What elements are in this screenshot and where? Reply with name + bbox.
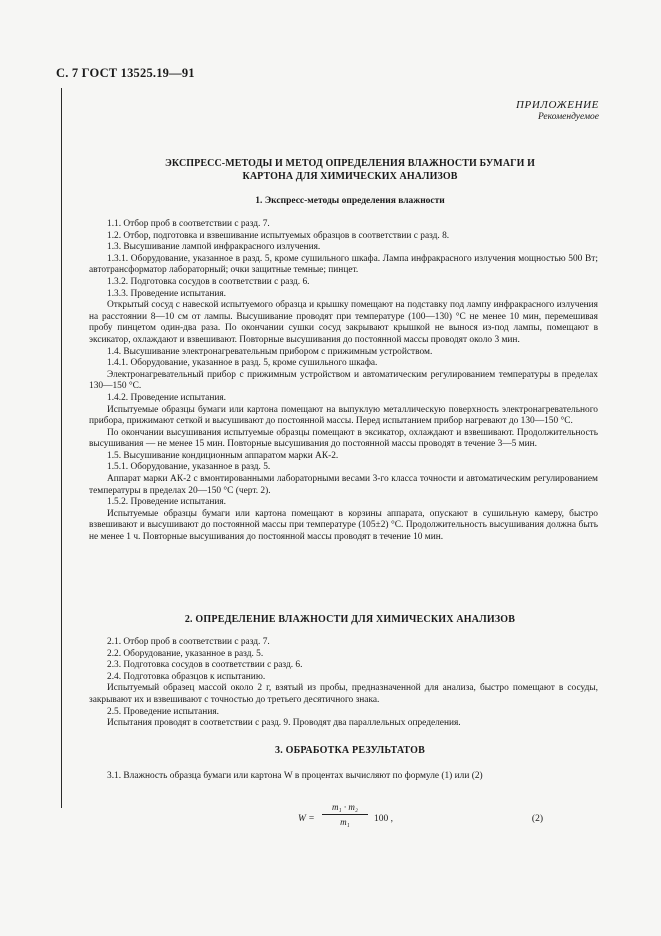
paragraph: 3.1. Влажность образца бумаги или картона W в процентах вычисляют по формуле (1) или (2)	[107, 771, 483, 781]
paragraph: 1.4. Высушивание электронагревательным прибором с прижимным устройством.	[107, 346, 433, 357]
formula-numerator: m₁ · m₂	[331, 802, 358, 812]
paragraph: 1.4.2. Проведение испытания.	[107, 392, 227, 403]
paragraph: 1.3.1. Оборудование, указанное в разд. 5, кроме сушильного шкафа. Лампа инфракрасного излучения мощностью 500 Вт; автотрансформатор лабораторный; очки защитные темные; пинцет.	[89, 253, 598, 276]
paragraph: Испытания проводят в соответствии с разд. 9. Проводят два параллельных определения.	[107, 718, 461, 729]
paragraph: 2.3. Подготовка сосудов в соответствии с разд. 6.	[107, 660, 303, 671]
paragraph: 1.3. Высушивание лампой инфракрасного излучения.	[107, 242, 321, 253]
formula-multiplier: 100 ,	[374, 814, 393, 824]
title-line-1: ЭКСПРЕСС-МЕТОДЫ И МЕТОД ОПРЕДЕЛЕНИЯ ВЛАЖНОСТИ БУМАГИ И	[165, 158, 535, 169]
paragraph: Открытый сосуд с навеской испытуемого образца и крышку помещают на подставку под лампу инфракрасного излучения на расстоянии 8—10 см от лампы. Высушивание проводят при температуре (100—130) °С не менее 10 мин, перемешивая пробу пинцетом один-два раза. По окончании сушки сосуд закрывают крышкой не вынося из-под лампы, помещают в эксикатор, охлаждают и взвешивают. Повторные высушивания до постоянной массы проводят около 3 мин.	[89, 300, 598, 345]
section-1-heading: 1. Экспресс-методы определения влажности	[255, 196, 445, 206]
paragraph: 1.4.1. Оборудование, указанное в разд. 5, кроме сушильного шкафа.	[107, 358, 378, 369]
paragraph: 1.3.2. Подготовка сосудов в соответствии с разд. 6.	[107, 276, 310, 287]
paragraph: 1.5.2. Проведение испытания.	[107, 497, 227, 508]
formula-fraction	[322, 802, 368, 827]
paragraph: Испытуемый образец массой около 2 г, взятый из пробы, предназначенной для анализа, быстро помещают в сосуды, закрывают их и взвешивают с точностью до третьего десятичного знака.	[89, 683, 598, 705]
section-3-heading: 3. ОБРАБОТКА РЕЗУЛЬТАТОВ	[275, 745, 425, 756]
paragraph: Испытуемые образцы бумаги или картона помещают на выпуклую металлическую поверхность электронагревательного прибора, прижимают сеткой и высушивают до постоянной массы. Перед испытанием прибор нагревают до 130—150 °С.	[89, 404, 598, 427]
appendix-title: ПРИЛОЖЕНИЕ	[516, 99, 599, 111]
title-line-2: КАРТОНА ДЛЯ ХИМИЧЕСКИХ АНАЛИЗОВ	[242, 171, 458, 182]
paragraph: 1.5. Высушивание кондиционным аппаратом марки АК-2.	[107, 450, 339, 461]
formula-lhs: W =	[298, 814, 315, 824]
section-3-body	[89, 771, 598, 783]
paragraph: 2.4. Подготовка образцов к испытанию.	[107, 671, 266, 682]
appendix-label	[516, 99, 599, 122]
paragraph: Электронагревательный прибор с прижимным устройством и автоматическим регулированием температуры в пределах 130—150 °С.	[89, 369, 598, 392]
section-2-body	[89, 637, 598, 730]
document-title	[90, 157, 610, 183]
formula-denominator: m₁	[340, 817, 350, 827]
paragraph: По окончании высушивания испытуемые образцы помещают в эксикатор, охлаждают и взвешивают. Продолжительность высушивания — не менее 15 мин. Повторные высушивания до постоянной массы проводят в течение 3—5 мин.	[89, 427, 598, 450]
paragraph: Аппарат марки АК-2 с вмонтированными лабораторными весами 3-го класса точности и автоматическим регулированием температуры в пределах 20—150 °С (черт. 2).	[89, 474, 598, 496]
page-header: С. 7 ГОСТ 13525.19—91	[56, 66, 195, 80]
section-2-heading: 2. ОПРЕДЕЛЕНИЕ ВЛАЖНОСТИ ДЛЯ ХИМИЧЕСКИХ АНАЛИЗОВ	[184, 614, 516, 625]
formula-number: (2)	[531, 814, 543, 824]
paragraph: 2.1. Отбор проб в соответствии с разд. 7.	[107, 637, 270, 647]
paragraph: 1.2. Отбор, подготовка и взвешивание испытуемых образцов в соответствии с разд. 8.	[107, 230, 450, 241]
fraction-bar	[322, 814, 368, 815]
paragraph: 1.3.3. Проведение испытания.	[107, 288, 227, 299]
margin-rule	[61, 88, 62, 808]
paragraph: 1.1. Отбор проб в соответствии с разд. 7.	[107, 219, 270, 229]
section-1-body	[89, 219, 598, 544]
paragraph: 2.2. Оборудование, указанное в разд. 5.	[107, 648, 264, 659]
paragraph: 2.5. Проведение испытания.	[107, 706, 219, 717]
paragraph: Испытуемые образцы бумаги или картона помещают в корзины аппарата, опускают в сушильную камеру, быстро взвешивают и высушивают до постоянной массы при температуре (105±2) °С. Продолжительность высушивания должна быть не менее 1 ч. Повторные высушивания до постоянной массы проводят в течение 10 мин.	[89, 508, 598, 543]
paragraph: 1.5.1. Оборудование, указанное в разд. 5.	[107, 462, 271, 473]
appendix-subtitle: Рекомендуемое	[537, 112, 599, 122]
